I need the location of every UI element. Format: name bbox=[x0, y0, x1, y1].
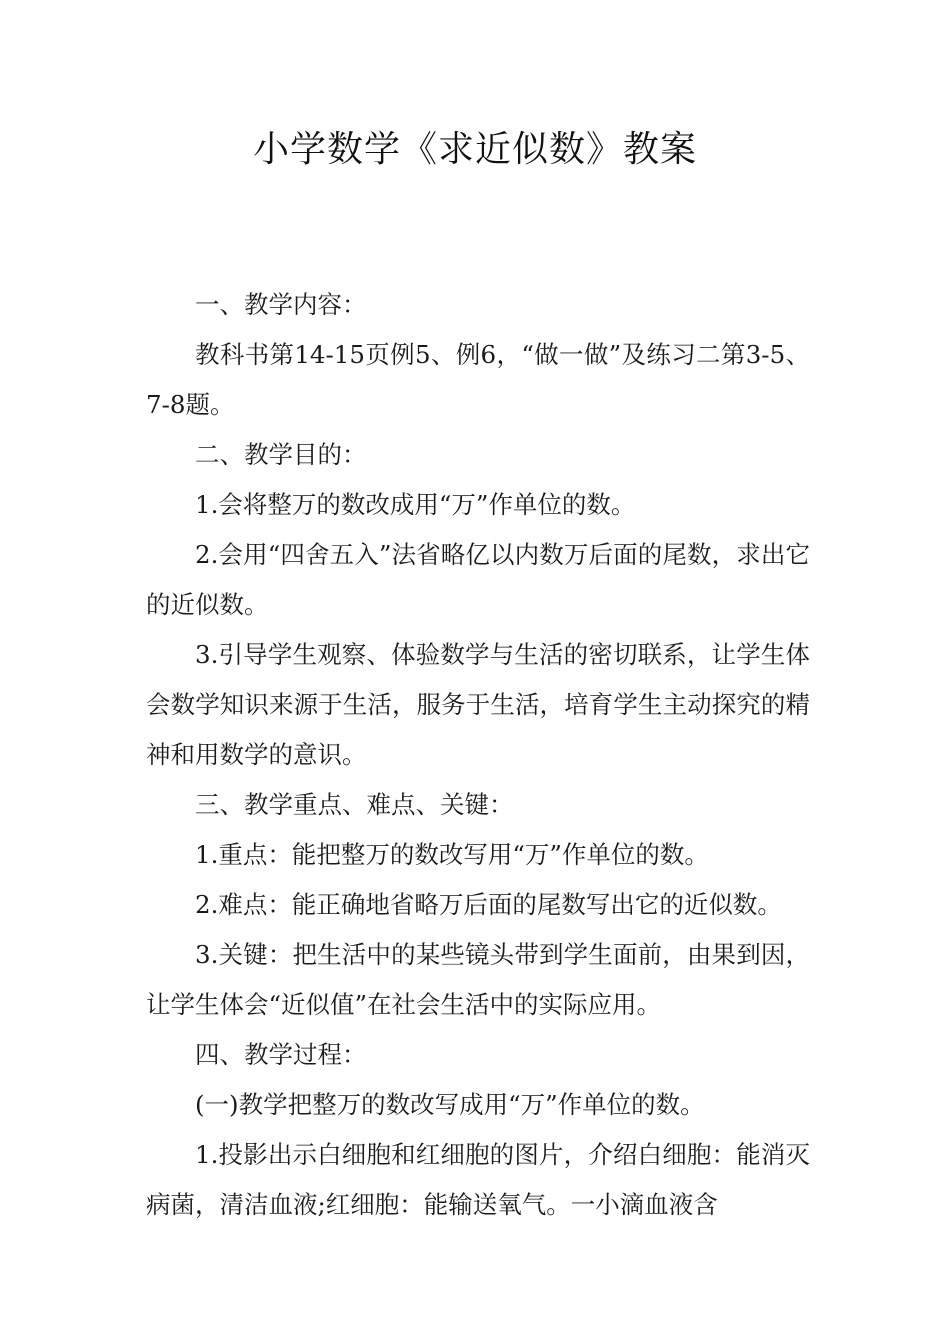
document-body bbox=[146, 280, 810, 1230]
key-point-item-3: 3.关键：把生活中的某些镜头带到学生面前，由果到因，让学生体会“近似值”在社会生活中的实际应用。 bbox=[146, 940, 810, 1019]
section-heading-content: 一、教学内容： bbox=[195, 290, 367, 319]
objective-item-2: 2.会用“四舍五入”法省略亿以内数万后面的尾数，求出它的近似数。 bbox=[146, 540, 810, 619]
objective-item-3: 3.引导学生观察、体验数学与生活的密切联系，让学生体会数学知识来源于生活，服务于生活，培育学生主动探究的精神和用数学的意识。 bbox=[146, 640, 810, 769]
section-heading-objectives: 二、教学目的： bbox=[195, 440, 367, 469]
key-point-item-1: 1.重点：能把整万的数改写用“万”作单位的数。 bbox=[195, 840, 709, 869]
process-subheading-1: (一)教学把整万的数改写成用“万”作单位的数。 bbox=[195, 1090, 705, 1119]
objective-item-1: 1.会将整万的数改成用“万”作单位的数。 bbox=[195, 490, 636, 519]
section-heading-process: 四、教学过程： bbox=[195, 1040, 367, 1069]
key-point-item-2: 2.难点：能正确地省略万后面的尾数写出它的近似数。 bbox=[195, 890, 782, 919]
section-heading-key-points: 三、教学重点、难点、关键： bbox=[195, 790, 514, 819]
document-title: 小学数学《求近似数》教案 bbox=[252, 129, 697, 170]
process-item-1: 1.投影出示白细胞和红细胞的图片，介绍白细胞：能消灭病菌，清洁血液;红细胞：能输送氧气。一小滴血液含 bbox=[146, 1140, 810, 1219]
paragraph-content: 教科书第14-15页例5、例6，“做一做”及练习二第3-5、7-8题。 bbox=[146, 340, 810, 419]
